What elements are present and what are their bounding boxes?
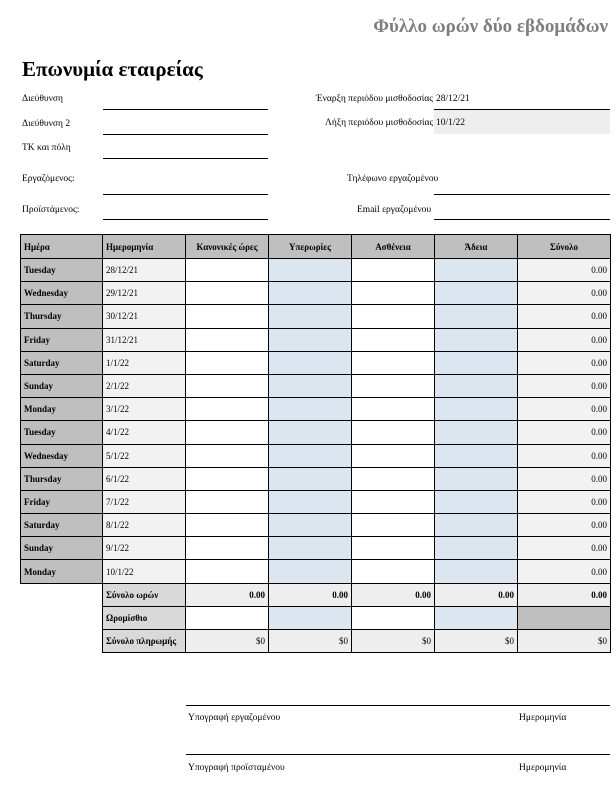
total-grand: 0.00 bbox=[518, 583, 611, 606]
page-title: Φύλλο ωρών δύο εβδομάδων bbox=[373, 16, 608, 37]
day-cell: Tuesday bbox=[21, 259, 103, 282]
day-cell: Friday bbox=[21, 328, 103, 351]
sick-hours-cell[interactable] bbox=[352, 560, 435, 583]
date-cell: 10/1/22 bbox=[103, 560, 186, 583]
address2-label: Διεύθυνση 2 bbox=[22, 119, 71, 129]
row-total-cell: 0.00 bbox=[518, 351, 611, 374]
leave-hours-cell[interactable] bbox=[435, 328, 518, 351]
table-row bbox=[21, 351, 611, 374]
pay-sick: $0 bbox=[352, 630, 435, 653]
hourly-rate-label: Ωρομίσθιο bbox=[103, 606, 186, 629]
sick-hours-cell[interactable] bbox=[352, 328, 435, 351]
phone-field[interactable] bbox=[434, 194, 610, 195]
col-header-regular: Κανονικές ώρες bbox=[186, 235, 269, 259]
table-row bbox=[21, 490, 611, 513]
table-row bbox=[21, 374, 611, 397]
rate-overtime-cell[interactable] bbox=[269, 606, 352, 629]
leave-hours-cell[interactable] bbox=[435, 514, 518, 537]
sick-hours-cell[interactable] bbox=[352, 351, 435, 374]
leave-hours-cell[interactable] bbox=[435, 444, 518, 467]
row-total-cell: 0.00 bbox=[518, 490, 611, 513]
email-label: Email εργαζομένου bbox=[357, 205, 432, 215]
overtime-hours-cell[interactable] bbox=[269, 537, 352, 560]
pay-overtime: $0 bbox=[269, 630, 352, 653]
address2-field[interactable] bbox=[103, 134, 268, 135]
sick-hours-cell[interactable] bbox=[352, 282, 435, 305]
leave-hours-cell[interactable] bbox=[435, 282, 518, 305]
regular-hours-cell[interactable] bbox=[186, 305, 269, 328]
table-header-row bbox=[21, 235, 611, 259]
supervisor-date-label: Ημερομηνία bbox=[519, 763, 567, 773]
overtime-hours-cell[interactable] bbox=[269, 259, 352, 282]
regular-hours-cell[interactable] bbox=[186, 328, 269, 351]
regular-hours-cell[interactable] bbox=[186, 259, 269, 282]
regular-hours-cell[interactable] bbox=[186, 282, 269, 305]
timesheet-table bbox=[20, 234, 611, 653]
day-cell: Sunday bbox=[21, 537, 103, 560]
regular-hours-cell[interactable] bbox=[186, 398, 269, 421]
zip-city-label: ΤΚ και πόλη bbox=[22, 143, 71, 153]
row-total-cell: 0.00 bbox=[518, 374, 611, 397]
date-cell: 8/1/22 bbox=[103, 514, 186, 537]
total-hours-label: Σύνολο ωρών bbox=[103, 583, 186, 606]
leave-hours-cell[interactable] bbox=[435, 490, 518, 513]
period-end-label: Λήξη περιόδου μισθοδοσίας bbox=[325, 118, 434, 128]
col-header-day: Ημέρα bbox=[21, 235, 103, 259]
overtime-hours-cell[interactable] bbox=[269, 514, 352, 537]
total-sick: 0.00 bbox=[352, 583, 435, 606]
overtime-hours-cell[interactable] bbox=[269, 490, 352, 513]
rate-regular-cell[interactable] bbox=[186, 606, 269, 629]
address-field[interactable] bbox=[103, 109, 268, 110]
row-total-cell: 0.00 bbox=[518, 282, 611, 305]
regular-hours-cell[interactable] bbox=[186, 374, 269, 397]
overtime-hours-cell[interactable] bbox=[269, 421, 352, 444]
overtime-hours-cell[interactable] bbox=[269, 467, 352, 490]
table-row bbox=[21, 305, 611, 328]
day-cell: Friday bbox=[21, 490, 103, 513]
leave-hours-cell[interactable] bbox=[435, 537, 518, 560]
overtime-hours-cell[interactable] bbox=[269, 398, 352, 421]
table-row bbox=[21, 398, 611, 421]
employee-signature-label: Υπογραφή εργαζομένου bbox=[188, 713, 281, 723]
leave-hours-cell[interactable] bbox=[435, 421, 518, 444]
row-total-cell: 0.00 bbox=[518, 560, 611, 583]
row-total-cell: 0.00 bbox=[518, 421, 611, 444]
day-cell: Saturday bbox=[21, 351, 103, 374]
day-cell: Monday bbox=[21, 560, 103, 583]
day-cell: Tuesday bbox=[21, 421, 103, 444]
row-total-cell: 0.00 bbox=[518, 305, 611, 328]
table-row bbox=[21, 259, 611, 282]
employee-label: Εργαζόμενος: bbox=[22, 174, 75, 184]
leave-hours-cell[interactable] bbox=[435, 351, 518, 374]
day-cell: Saturday bbox=[21, 514, 103, 537]
col-header-total: Σύνολο bbox=[518, 235, 611, 259]
day-cell: Thursday bbox=[21, 305, 103, 328]
row-total-cell: 0.00 bbox=[518, 514, 611, 537]
table-row bbox=[21, 444, 611, 467]
table-row bbox=[21, 328, 611, 351]
table-row bbox=[21, 467, 611, 490]
sick-hours-cell[interactable] bbox=[352, 514, 435, 537]
table-row bbox=[21, 514, 611, 537]
row-total-cell: 0.00 bbox=[518, 444, 611, 467]
day-cell: Monday bbox=[21, 398, 103, 421]
date-cell: 3/1/22 bbox=[103, 398, 186, 421]
address-label: Διεύθυνση bbox=[22, 94, 63, 104]
overtime-hours-cell[interactable] bbox=[269, 305, 352, 328]
date-cell: 5/1/22 bbox=[103, 444, 186, 467]
email-field[interactable] bbox=[434, 219, 610, 220]
pay-leave: $0 bbox=[435, 630, 518, 653]
table-row bbox=[21, 282, 611, 305]
pay-total: $0 bbox=[518, 630, 611, 653]
regular-hours-cell[interactable] bbox=[186, 537, 269, 560]
total-overtime: 0.00 bbox=[269, 583, 352, 606]
row-total-cell: 0.00 bbox=[518, 537, 611, 560]
overtime-hours-cell[interactable] bbox=[269, 374, 352, 397]
row-total-cell: 0.00 bbox=[518, 328, 611, 351]
table-row bbox=[21, 421, 611, 444]
company-name: Επωνυμία εταιρείας bbox=[22, 57, 203, 81]
overtime-hours-cell[interactable] bbox=[269, 560, 352, 583]
day-cell: Thursday bbox=[21, 467, 103, 490]
day-cell: Sunday bbox=[21, 374, 103, 397]
phone-label: Τηλέφωνο εργαζομένου bbox=[347, 174, 439, 184]
sick-hours-cell[interactable] bbox=[352, 305, 435, 328]
date-cell: 30/12/21 bbox=[103, 305, 186, 328]
regular-hours-cell[interactable] bbox=[186, 421, 269, 444]
overtime-hours-cell[interactable] bbox=[269, 444, 352, 467]
rate-leave-cell[interactable] bbox=[435, 606, 518, 629]
overtime-hours-cell[interactable] bbox=[269, 282, 352, 305]
supervisor-signature-line[interactable] bbox=[186, 754, 610, 755]
total-hours-row bbox=[21, 583, 611, 606]
leave-hours-cell[interactable] bbox=[435, 374, 518, 397]
row-total-cell: 0.00 bbox=[518, 467, 611, 490]
date-cell: 4/1/22 bbox=[103, 421, 186, 444]
col-header-leave: Άδεια bbox=[435, 235, 518, 259]
total-pay-label: Σύνολο πληρωμής bbox=[103, 630, 186, 653]
date-cell: 29/12/21 bbox=[103, 282, 186, 305]
leave-hours-cell[interactable] bbox=[435, 467, 518, 490]
regular-hours-cell[interactable] bbox=[186, 467, 269, 490]
sick-hours-cell[interactable] bbox=[352, 374, 435, 397]
total-regular: 0.00 bbox=[186, 583, 269, 606]
sick-hours-cell[interactable] bbox=[352, 259, 435, 282]
total-pay-row bbox=[21, 630, 611, 653]
col-header-date: Ημερομηνία bbox=[103, 235, 186, 259]
leave-hours-cell[interactable] bbox=[435, 305, 518, 328]
date-cell: 6/1/22 bbox=[103, 467, 186, 490]
employee-field[interactable] bbox=[103, 194, 268, 195]
overtime-hours-cell[interactable] bbox=[269, 328, 352, 351]
regular-hours-cell[interactable] bbox=[186, 351, 269, 374]
date-cell: 31/12/21 bbox=[103, 328, 186, 351]
table-row bbox=[21, 537, 611, 560]
sick-hours-cell[interactable] bbox=[352, 467, 435, 490]
day-cell: Wednesday bbox=[21, 444, 103, 467]
supervisor-label: Προϊστάμενος: bbox=[22, 205, 80, 215]
regular-hours-cell[interactable] bbox=[186, 490, 269, 513]
day-cell: Wednesday bbox=[21, 282, 103, 305]
employee-signature-line[interactable] bbox=[186, 705, 610, 706]
sick-hours-cell[interactable] bbox=[352, 398, 435, 421]
sick-hours-cell[interactable] bbox=[352, 421, 435, 444]
hourly-rate-row bbox=[21, 606, 611, 629]
table-row bbox=[21, 560, 611, 583]
rate-total-cell bbox=[518, 606, 611, 629]
total-leave: 0.00 bbox=[435, 583, 518, 606]
supervisor-signature-label: Υπογραφή προϊσταμένου bbox=[188, 763, 285, 773]
date-cell: 7/1/22 bbox=[103, 490, 186, 513]
rate-sick-cell[interactable] bbox=[352, 606, 435, 629]
overtime-hours-cell[interactable] bbox=[269, 351, 352, 374]
leave-hours-cell[interactable] bbox=[435, 560, 518, 583]
row-total-cell: 0.00 bbox=[518, 398, 611, 421]
regular-hours-cell[interactable] bbox=[186, 560, 269, 583]
zip-city-field[interactable] bbox=[103, 158, 268, 159]
col-header-overtime: Υπερωρίες bbox=[269, 235, 352, 259]
employee-date-label: Ημερομηνία bbox=[519, 713, 567, 723]
row-total-cell: 0.00 bbox=[518, 259, 611, 282]
sick-hours-cell[interactable] bbox=[352, 444, 435, 467]
sick-hours-cell[interactable] bbox=[352, 490, 435, 513]
date-cell: 28/12/21 bbox=[103, 259, 186, 282]
period-start-value[interactable]: 28/12/21 bbox=[436, 94, 470, 104]
regular-hours-cell[interactable] bbox=[186, 514, 269, 537]
supervisor-field[interactable] bbox=[103, 219, 268, 220]
date-cell: 9/1/22 bbox=[103, 537, 186, 560]
leave-hours-cell[interactable] bbox=[435, 398, 518, 421]
pay-regular: $0 bbox=[186, 630, 269, 653]
date-cell: 2/1/22 bbox=[103, 374, 186, 397]
sick-hours-cell[interactable] bbox=[352, 537, 435, 560]
date-cell: 1/1/22 bbox=[103, 351, 186, 374]
period-start-label: Έναρξη περιόδου μισθοδοσίας bbox=[316, 94, 434, 104]
col-header-sick: Ασθένεια bbox=[352, 235, 435, 259]
leave-hours-cell[interactable] bbox=[435, 259, 518, 282]
period-end-value[interactable]: 10/1/22 bbox=[436, 118, 466, 128]
regular-hours-cell[interactable] bbox=[186, 444, 269, 467]
